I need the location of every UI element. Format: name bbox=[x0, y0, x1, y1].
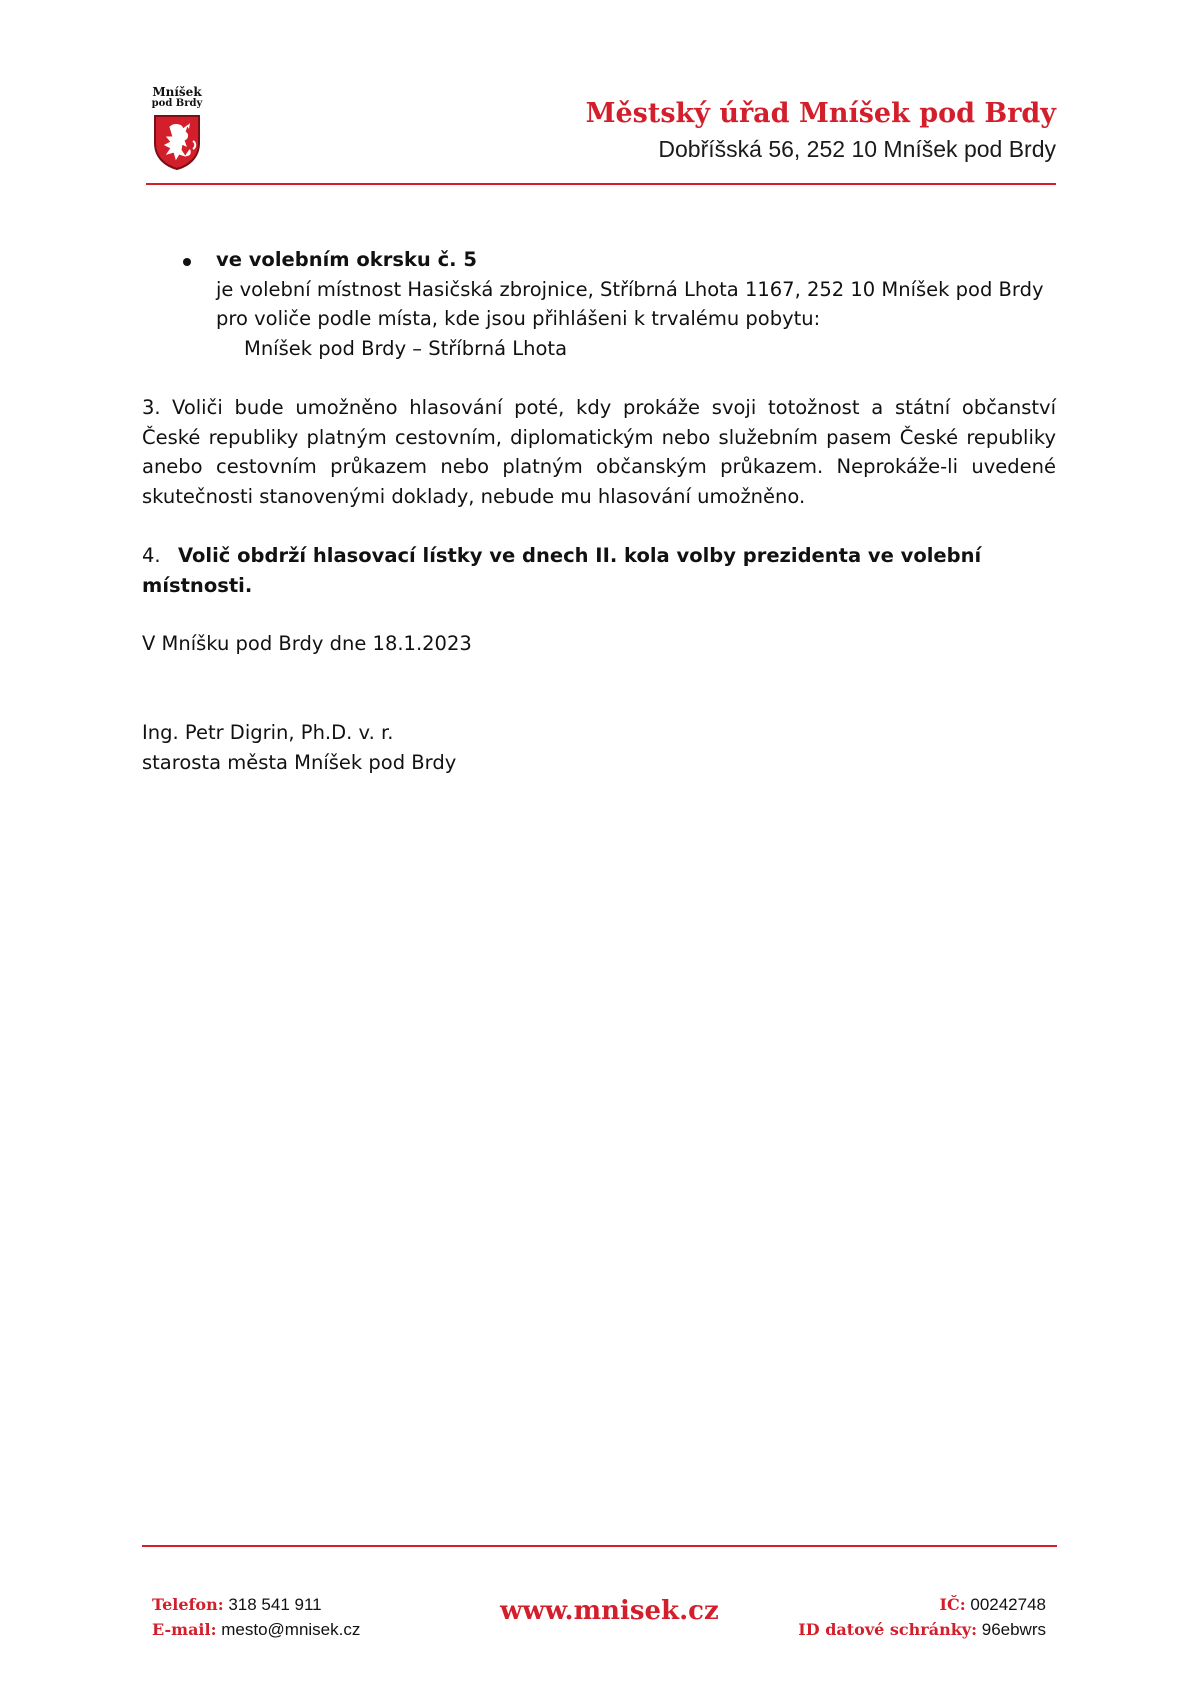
office-address: Dobříšská 56, 252 10 Mníšek pod Brdy bbox=[658, 136, 1056, 162]
footer-contacts bbox=[152, 1592, 360, 1642]
footer-databox bbox=[798, 1617, 1046, 1642]
footer-phone bbox=[152, 1592, 360, 1617]
email-value: mesto@mnisek.cz bbox=[221, 1620, 361, 1639]
databox-label: ID datové schránky: bbox=[798, 1620, 977, 1639]
paragraph-3 bbox=[142, 393, 1056, 511]
area-line: Mníšek pod Brdy – Stříbrná Lhota bbox=[244, 336, 568, 360]
office-title: Městský úřad Mníšek pod Brdy bbox=[585, 98, 1056, 129]
logo-text-line2: pod Brdy bbox=[151, 98, 203, 109]
phone-value: 318 541 911 bbox=[228, 1595, 322, 1614]
databox-value: 96ebwrs bbox=[981, 1620, 1046, 1639]
footer-email bbox=[152, 1617, 360, 1642]
ic-label: IČ: bbox=[939, 1595, 966, 1614]
paragraph-4 bbox=[142, 541, 1056, 600]
paragraph-3-text: Voliči bude umožněno hlasování poté, kdy prokáže svoji totožnost a státní občanství České republiky platným cestovním, diplomatickým nebo služebním pasem České republiky anebo cestovním průkazem nebo platným občanským průkazem. Neprokáže-li uvedené skutečnosti stanovenými doklady, nebude mu hlasování umožněno. bbox=[142, 396, 1056, 508]
paragraph-3-number: 3. bbox=[142, 396, 161, 419]
bullet-icon bbox=[183, 258, 191, 266]
signatory-name: Ing. Petr Digrin, Ph.D. v. r. bbox=[142, 721, 394, 744]
signatory-role: starosta města Mníšek pod Brdy bbox=[142, 750, 457, 774]
signature-block bbox=[142, 718, 456, 777]
paragraph-4-text: Volič obdrží hlasovací lístky ve dnech II. kola volby prezidenta ve volební místnosti. bbox=[142, 544, 982, 597]
logo-text bbox=[146, 86, 208, 110]
footer-ids bbox=[798, 1592, 1046, 1642]
logo-text-line1: Mníšek bbox=[152, 85, 202, 99]
phone-label: Telefon: bbox=[152, 1595, 224, 1614]
paragraph-4-number: 4. bbox=[142, 544, 161, 567]
email-label: E-mail: bbox=[152, 1620, 217, 1639]
footer-ic bbox=[798, 1592, 1046, 1617]
website-link[interactable]: www.mnisek.cz bbox=[500, 1596, 719, 1626]
coat-of-arms-icon bbox=[152, 113, 202, 171]
voters-line: pro voliče podle místa, kde jsou přihlášeni k trvalému pobytu: bbox=[216, 307, 821, 330]
municipal-logo bbox=[146, 86, 208, 171]
district-heading: ve volebním okrsku č. 5 bbox=[216, 248, 477, 271]
date-line: V Mníšku pod Brdy dne 18.1.2023 bbox=[142, 632, 472, 655]
polling-station-line: je volební místnost Hasičská zbrojnice, Stříbrná Lhota 1167, 252 10 Mníšek pod Brdy bbox=[216, 277, 1044, 301]
ic-value: 00242748 bbox=[970, 1595, 1046, 1614]
footer-divider bbox=[142, 1545, 1057, 1547]
district-5-list-item bbox=[216, 245, 1056, 363]
header-divider bbox=[146, 183, 1056, 185]
